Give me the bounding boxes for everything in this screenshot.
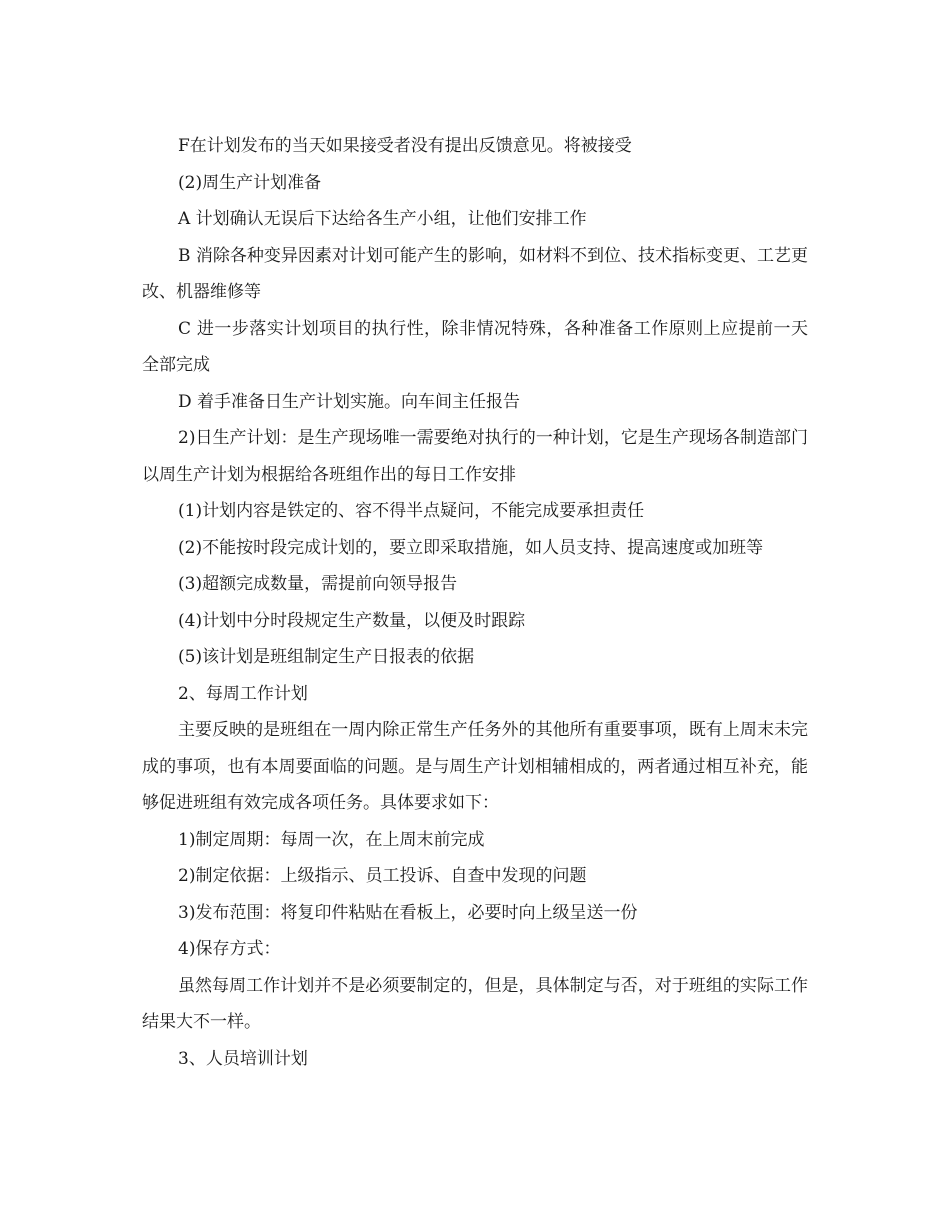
heading-weekly-work-plan: 2、每周工作计划: [178, 683, 308, 704]
paragraph-feedback-acceptance: F在计划发布的当天如果接受者没有提出反馈意见。将被接受: [178, 136, 632, 156]
paragraph-daily-item-3: (3)超额完成数量，需提前向领导报告: [178, 574, 458, 594]
paragraph-weekly-storage: 4)保存方式：: [178, 939, 281, 959]
document-body: [142, 128, 808, 1077]
paragraph-daily-item-5: (5)该计划是班组制定生产日报表的依据: [178, 647, 475, 667]
paragraph-weekly-conclusion: 虽然每周工作计划并不是必须要制定的，但是，具体制定与否，对于班组的实际工作结果大不一样。: [142, 975, 808, 1032]
paragraph-item-c: C 进一步落实计划项目的执行性，除非情况特殊，各种准备工作原则上应提前一天全部完成: [142, 318, 808, 375]
paragraph-daily-item-1: (1)计划内容是铁定的、容不得半点疑问，不能完成要承担责任: [178, 501, 645, 521]
heading-training-plan: 3、人员培训计划: [178, 1048, 308, 1069]
paragraph-daily-plan: 2)日生产计划：是生产现场唯一需要绝对执行的一种计划，它是生产现场各制造部门以周生产计划为根据给各班组作出的每日工作安排: [142, 428, 808, 485]
paragraph-item-a: A 计划确认无误后下达给各生产小组，让他们安排工作: [178, 209, 587, 229]
paragraph-item-d: D 着手准备日生产计划实施。向车间主任报告: [178, 391, 521, 412]
paragraph-weekly-scope: 3)发布范围：将复印件粘贴在看板上，必要时向上级呈送一份: [178, 902, 638, 923]
paragraph-daily-item-4: (4)计划中分时段规定生产数量，以便及时跟踪: [178, 610, 526, 631]
paragraph-weekly-cycle: 1)制定周期：每周一次，在上周末前完成: [178, 829, 485, 850]
paragraph-daily-item-2: (2)不能按时段完成计划的，要立即采取措施，如人员支持、提高速度或加班等: [178, 537, 764, 558]
paragraph-weekly-basis: 2)制定依据：上级指示、员工投诉、自查中发现的问题: [178, 866, 587, 886]
paragraph-weekly-work-plan-intro: 主要反映的是班组在一周内除正常生产任务外的其他所有重要事项，既有上周末未完成的事项，也有本周要面临的问题。是与周生产计划相辅相成的，两者通过相互补充，能够促进班组有效完成各项任务。具体要求如下：: [142, 720, 808, 813]
paragraph-item-b: B 消除各种变异因素对计划可能产生的影响，如材料不到位、技术指标变更、工艺更改、机器维修等: [142, 245, 808, 302]
paragraph-weekly-plan-preparation: (2)周生产计划准备: [178, 172, 322, 193]
